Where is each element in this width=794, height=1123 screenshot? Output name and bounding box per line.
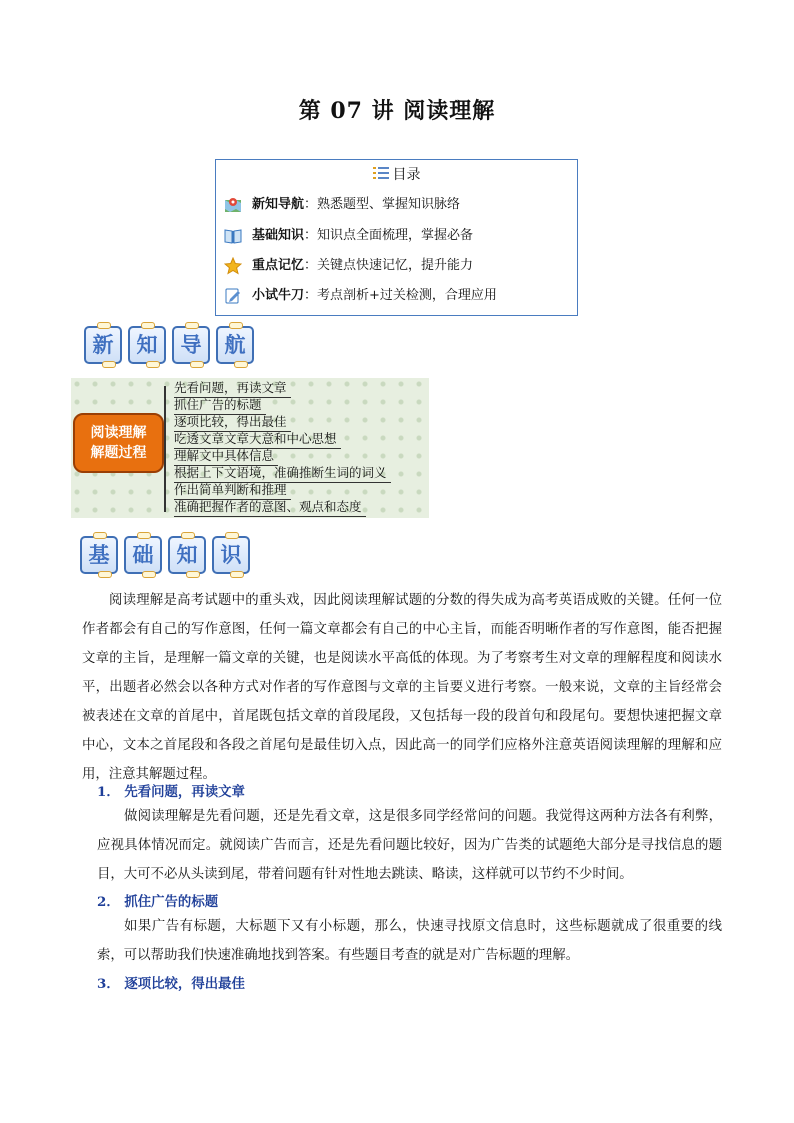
intro-paragraph: 阅读理解是高考试题中的重头戏，因此阅读理解试题的分数的得失成为高考英语成败的关键。任何一位作者都会有自己的写作意图，任何一篇文章都会有自己的中心主旨，而能否明晰作者的写作意图，能否把握文章的主旨，是理解一篇文章的关键，也是阅读水平高低的体现。为了考察考生对文章的理解程度和阅读水平，出题者必然会以各种方式对作者的写作意图与文章的主旨要义进行考察。一般来说，文章的主旨经常会被表述在文章的首尾中，首尾既包括文章的首段尾段，又包括每一段的段首句和段尾句。要想快速把握文章中心，文本之首尾段和各段之首尾句是最佳切入点，因此高一的同学们应格外注意英语阅读理解的理解和应用，注意其解题过程。 <box>82 593 722 782</box>
section-char: 识 <box>212 536 250 574</box>
mind-map-item: 先看问题，再读文章 <box>174 380 291 398</box>
section-char: 知 <box>168 536 206 574</box>
mind-map-item: 作出简单判断和推理 <box>174 482 291 500</box>
map-pin-icon <box>224 196 242 214</box>
star-icon <box>224 257 242 275</box>
section-char: 导 <box>172 326 210 364</box>
section-char: 新 <box>84 326 122 364</box>
mind-map <box>71 378 429 518</box>
mind-map-item: 抓住广告的标题 <box>174 397 266 415</box>
mind-map-item: 逐项比较，得出最佳 <box>174 414 291 432</box>
toc-title: 目录 <box>392 167 421 183</box>
toc-header <box>216 164 577 184</box>
mind-map-item: 准确把握作者的意图、观点和态度 <box>174 499 366 517</box>
mind-map-item: 根据上下文语境，准确推断生词的词义 <box>174 465 391 483</box>
section-heading-1: 1． 先看问题，再读文章 <box>97 784 245 800</box>
section-char: 础 <box>124 536 162 574</box>
section-char: 航 <box>216 326 254 364</box>
list-icon <box>373 166 389 184</box>
toc-item: 新知导航：熟悉题型、掌握知识脉络 <box>224 194 460 216</box>
mind-map-item: 理解文中具体信息 <box>174 448 278 466</box>
section-heading-2: 2． 抓住广告的标题 <box>97 894 219 910</box>
paragraph-2: 如果广告有标题，大标题下又有小标题，那么，快速寻找原文信息时，这些标题就成了很重要的线索，可以帮助我们快速准确地找到答案。有些题目考查的就是对广告标题的理解。 <box>97 919 722 963</box>
paragraph-1: 做阅读理解是先看问题，还是先看文章，这是很多同学经常问的问题。我觉得这两种方法各有利弊，应视具体情况而定。就阅读广告而言，还是先看问题比较好，因为广告类的试题绝大部分是寻找信息的题目，大可不必从头读到尾，带着问题有针对性地去跳读、略读，这样就可以节约不少时间。 <box>97 809 722 882</box>
toc-item: 重点记忆：关键点快速记忆，提升能力 <box>224 255 473 277</box>
mind-map-item: 吃透文章文章大意和中心思想 <box>174 431 341 449</box>
section-heading-3: 3． 逐项比较，得出最佳 <box>97 976 245 992</box>
section-char: 知 <box>128 326 166 364</box>
mind-map-bracket <box>164 386 170 512</box>
toc-item: 基础知识：知识点全面梳理，掌握必备 <box>224 225 473 247</box>
mind-map-center: 阅读理解 解题过程 <box>73 413 164 473</box>
table-of-contents <box>215 159 578 316</box>
section-header-basic-knowledge <box>80 536 250 574</box>
pen-note-icon <box>224 287 242 305</box>
section-char: 基 <box>80 536 118 574</box>
section-header-new-knowledge <box>84 326 254 364</box>
page-title: 第 07 讲 阅读理解 <box>298 98 496 124</box>
book-icon <box>224 227 242 245</box>
toc-item: 小试牛刀：考点剖析+过关检测，合理应用 <box>224 285 497 307</box>
